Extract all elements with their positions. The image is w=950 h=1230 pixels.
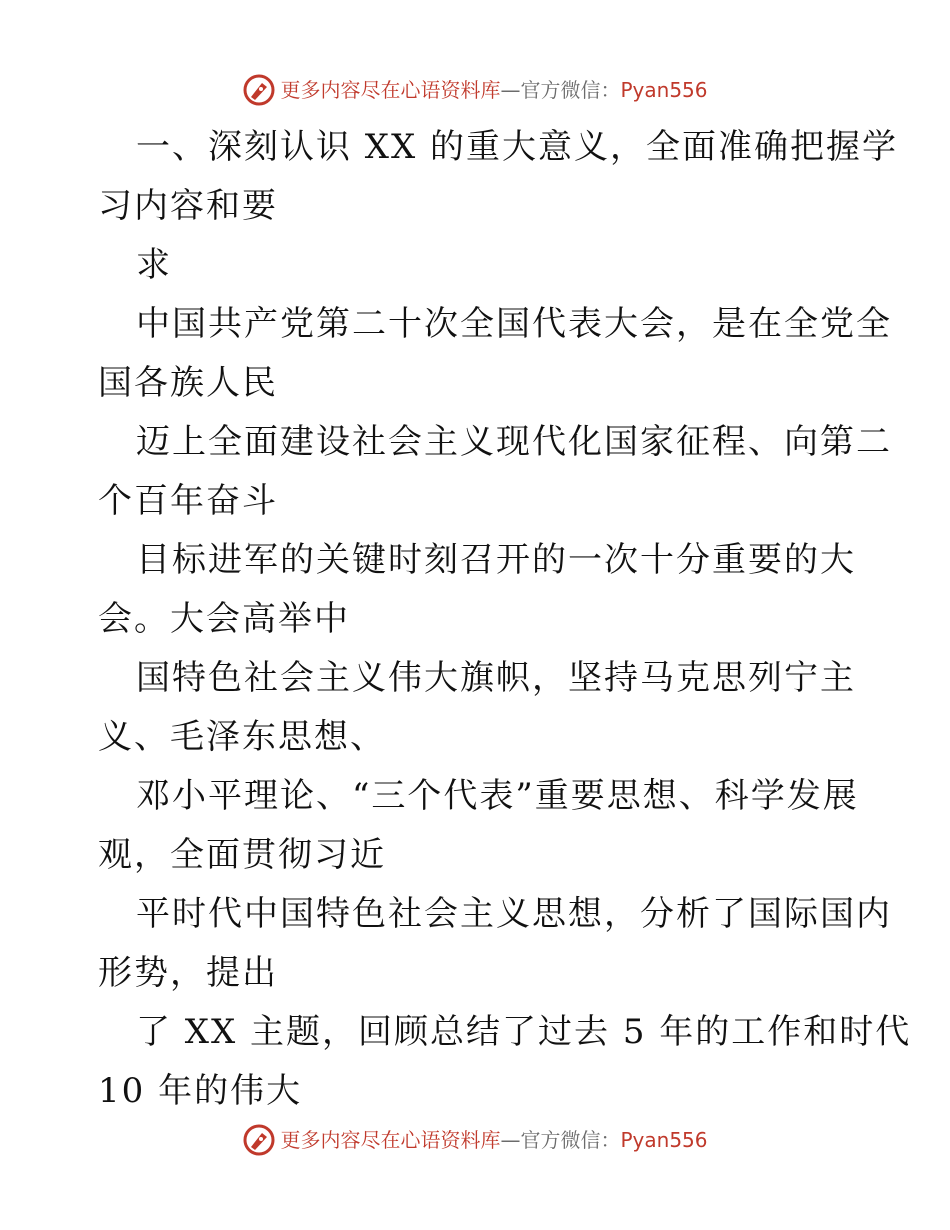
pen-nib-logo-icon [242, 1123, 276, 1157]
header-watermark-text [280, 75, 707, 105]
footer-watermark-inner [242, 1123, 707, 1157]
watermark-id-text: Pyan556 [620, 78, 708, 102]
paragraph-line: 中国共产党第二十次全国代表大会，是在全党全 [136, 304, 892, 344]
paragraph-line: 个百年奋斗 [98, 481, 278, 521]
paragraph-line: 形势，提出 [98, 953, 278, 993]
document-body [98, 118, 912, 1121]
header-watermark [0, 70, 950, 110]
watermark-main-text: 更多内容尽在心语资料库 [280, 1128, 501, 1152]
paragraph-line: 平时代中国特色社会主义思想，分析了国际国内 [136, 894, 892, 934]
paragraph-line: 了 XX 主题，回顾总结了过去 5 年的工作和时代 [136, 1012, 912, 1052]
pen-nib-logo-icon [242, 73, 276, 107]
paragraph-line: 会。大会高举中 [98, 599, 350, 639]
paragraph-line: 义、毛泽东思想、 [98, 717, 386, 757]
section-heading-line-2: 习内容和要 [98, 186, 278, 226]
footer-watermark [0, 1120, 950, 1160]
paragraph-line: 邓小平理论、“三个代表”重要思想、科学发展 [136, 776, 859, 816]
section-heading-line-3: 求 [136, 245, 172, 285]
paragraph-line: 观，全面贯彻习近 [98, 835, 386, 875]
paragraph-line: 国各族人民 [98, 363, 278, 403]
paragraph-line: 10 年的伟大 [98, 1071, 303, 1111]
paragraph-line: 迈上全面建设社会主义现代化国家征程、向第二 [136, 422, 892, 462]
header-watermark-inner [242, 73, 707, 107]
section-heading-line-1: 一、深刻认识 XX 的重大意义，全面准确把握学 [136, 127, 899, 167]
paragraph-line: 目标进军的关键时刻召开的一次十分重要的大 [136, 540, 856, 580]
watermark-id-text: Pyan556 [620, 1128, 708, 1152]
watermark-main-text: 更多内容尽在心语资料库 [280, 78, 501, 102]
watermark-separator-text: —官方微信： [500, 78, 621, 102]
watermark-separator-text: —官方微信： [500, 1128, 621, 1152]
footer-watermark-text [280, 1125, 707, 1155]
paragraph-line: 国特色社会主义伟大旗帜，坚持马克思列宁主 [136, 658, 856, 698]
